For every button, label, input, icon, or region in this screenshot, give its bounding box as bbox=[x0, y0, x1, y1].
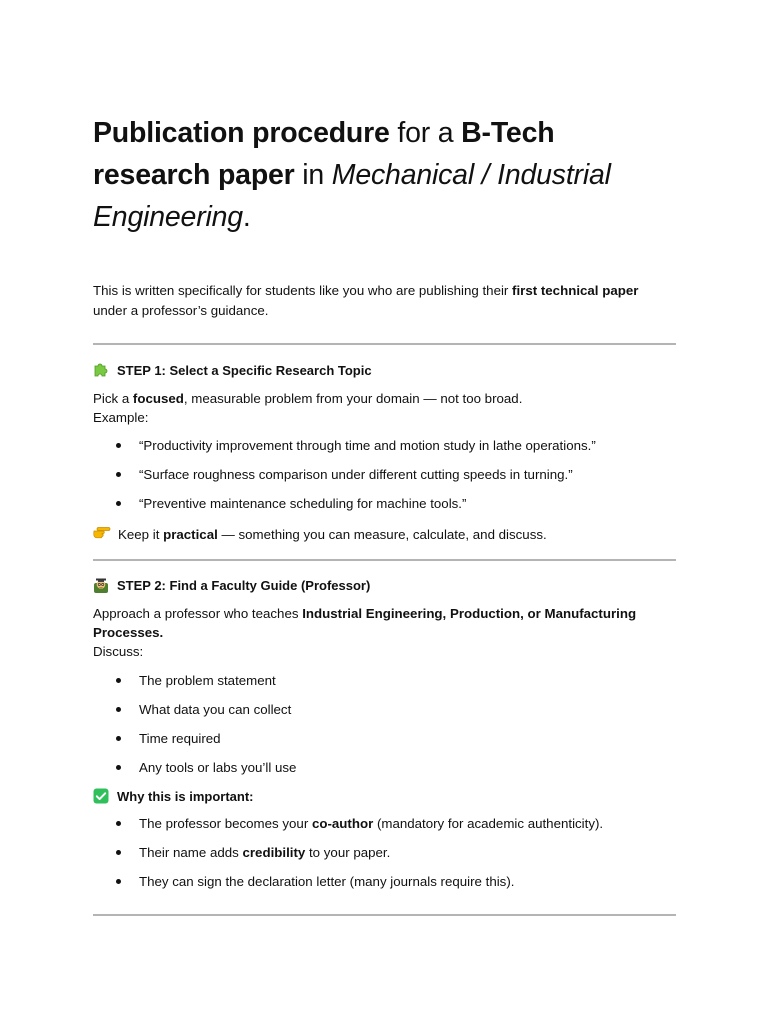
intro-text-1: This is written specifically for students like you who are publishing their bbox=[93, 283, 513, 298]
tip-post: — something you can measure, calculate, and discuss. bbox=[217, 527, 547, 542]
step2-discuss-list bbox=[93, 671, 676, 777]
list-item bbox=[93, 671, 676, 690]
list-item bbox=[93, 494, 676, 513]
why-item-pre: They can sign the declaration letter (many journals require this). bbox=[139, 874, 515, 889]
list-item bbox=[93, 436, 676, 455]
bullet-icon bbox=[116, 707, 121, 712]
why-item-pre: The professor becomes your bbox=[139, 816, 312, 831]
step1-desc-post: , measurable problem from your domain — not too broad. bbox=[183, 391, 523, 406]
list-item-text: “Productivity improvement through time and motion study in lathe operations.” bbox=[139, 438, 596, 453]
step2-desc-pre: Approach a professor who teaches bbox=[93, 606, 303, 621]
step1-heading-text: STEP 1: Select a Specific Research Topic bbox=[117, 362, 372, 378]
step1-example-list bbox=[93, 436, 676, 513]
list-item-text: What data you can collect bbox=[139, 702, 292, 717]
step1-tip bbox=[93, 525, 676, 544]
why-list bbox=[93, 814, 676, 891]
step1-example-label: Example: bbox=[93, 410, 149, 425]
step2-desc-bold: Industrial Engineering, Production, or Manufacturing Processes. bbox=[93, 606, 637, 640]
list-item bbox=[93, 700, 676, 719]
title-text-2: for a bbox=[389, 117, 462, 149]
intro-bold: first technical paper bbox=[512, 283, 639, 298]
why-heading bbox=[93, 788, 676, 804]
bullet-icon bbox=[116, 736, 121, 741]
list-item-text: “Preventive maintenance scheduling for machine tools.” bbox=[139, 496, 467, 511]
intro-paragraph bbox=[93, 281, 676, 320]
why-item-bold: credibility bbox=[242, 845, 306, 860]
step1-desc-pre: Pick a bbox=[93, 391, 133, 406]
document-page bbox=[93, 112, 676, 916]
bullet-icon bbox=[116, 678, 121, 683]
step1-desc-bold: focused bbox=[132, 391, 184, 406]
divider bbox=[93, 343, 676, 345]
title-text-6: . bbox=[242, 201, 251, 233]
why-item-pre: Their name adds bbox=[139, 845, 243, 860]
list-item bbox=[93, 814, 676, 833]
why-item-post: (mandatory for academic authenticity). bbox=[373, 816, 604, 831]
step1-heading bbox=[93, 362, 676, 378]
why-item-bold: co-author bbox=[311, 816, 374, 831]
step1-tip-text bbox=[118, 525, 547, 544]
bullet-icon bbox=[116, 850, 121, 855]
bullet-icon bbox=[116, 765, 121, 770]
tip-bold: practical bbox=[163, 527, 218, 542]
puzzle-piece-icon bbox=[93, 362, 109, 378]
pointing-hand-icon bbox=[93, 525, 111, 544]
step2-description bbox=[93, 604, 676, 642]
tip-pre: Keep it bbox=[118, 527, 164, 542]
step1-description bbox=[93, 389, 676, 408]
title-bold-3: B-Tech research paper bbox=[93, 117, 555, 191]
list-item bbox=[93, 465, 676, 484]
bullet-icon bbox=[116, 472, 121, 477]
list-item-text: Time required bbox=[139, 731, 221, 746]
title-text-4: in bbox=[294, 159, 332, 191]
title-bold-1: Publication procedure bbox=[93, 117, 390, 149]
step2-heading bbox=[93, 577, 676, 593]
why-item-post: to your paper. bbox=[305, 845, 391, 860]
divider bbox=[93, 914, 676, 916]
intro-text-2: under a professor’s guidance. bbox=[93, 302, 269, 318]
bullet-icon bbox=[116, 821, 121, 826]
bullet-icon bbox=[116, 443, 121, 448]
bullet-icon bbox=[116, 879, 121, 884]
list-item-text: The problem statement bbox=[139, 673, 276, 688]
list-item-text: “Surface roughness comparison under different cutting speeds in turning.” bbox=[139, 467, 573, 482]
step2-heading-text: STEP 2: Find a Faculty Guide (Professor) bbox=[117, 577, 371, 593]
page-title bbox=[93, 112, 676, 238]
list-item bbox=[93, 758, 676, 777]
check-mark-icon bbox=[93, 788, 109, 804]
title-italic-5: Mechanical / Industrial Engineering bbox=[93, 159, 611, 233]
list-item bbox=[93, 729, 676, 748]
list-item bbox=[93, 872, 676, 891]
step2-discuss-label: Discuss: bbox=[93, 644, 144, 659]
divider bbox=[93, 559, 676, 561]
bullet-icon bbox=[116, 501, 121, 506]
list-item bbox=[93, 843, 676, 862]
professor-icon bbox=[93, 577, 109, 593]
list-item-text: Any tools or labs you’ll use bbox=[139, 760, 297, 775]
why-heading-text: Why this is important: bbox=[117, 788, 254, 804]
